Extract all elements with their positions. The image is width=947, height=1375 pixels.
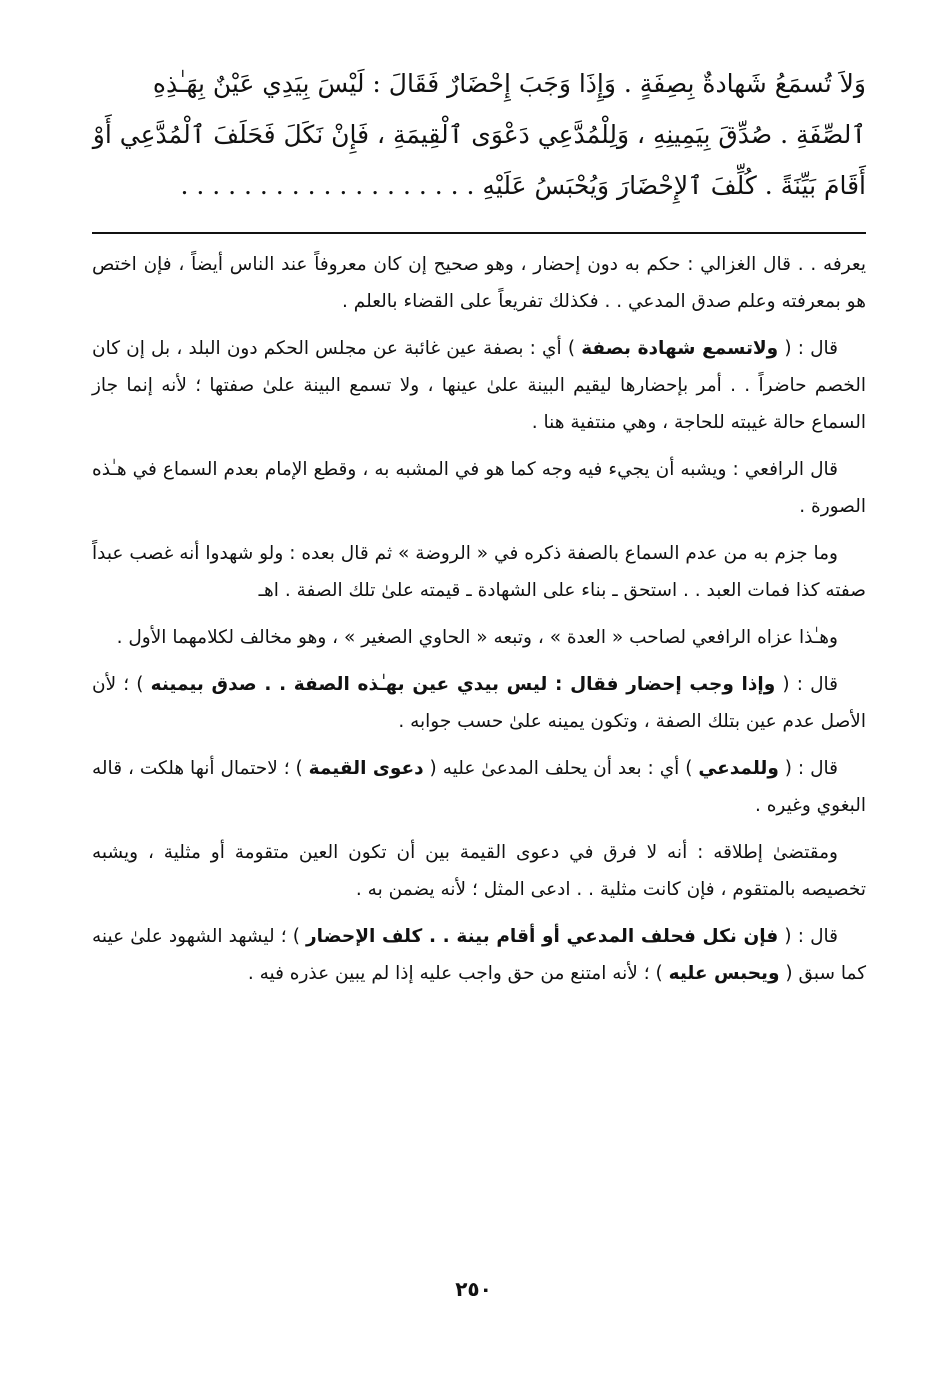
commentary-text [92,246,866,1002]
quoted-matn: وإذا وجب إحضار فقال : ليس بيدي عين بهـٰذه الصفة . . صدق بيمينه [150,674,776,695]
paragraph: ومقتضىٰ إطلاقه : أنه لا فرق في دعوى القيمة بين أن تكون العين متقومة أو مثلية ، ويشبه تخصيصه بالمتقوم ، فإن كانت مثلية . . ادعى المثل ؛ لأنه يضمن به . [92,842,866,900]
paragraph [92,666,866,740]
paragraph-text: ) أي : بصفة عين غائبة عن مجلس الحكم دون البلد ، بل إن كان الخصم حاضراً . . أمر بإحضارها ليقيم البينة علىٰ عينها ، ولا تسمع البينة علىٰ صفتها ؛ لأنه إنما جاز السماع حالة غيبته للحاجة ، وهي منتفية هنا . [92,338,866,433]
quoted-matn: وللمدعي [698,758,779,779]
paragraph [92,918,866,992]
paragraph-text: قال : ( [775,674,838,695]
matn-text [92,58,866,211]
paragraph-text: ) أي : بعد أن يحلف المدعىٰ عليه ( [423,758,699,779]
quoted-matn: ويحبس عليه [668,963,780,984]
paragraph: قال الرافعي : ويشبه أن يجيء فيه وجه كما هو في المشبه به ، وقطع الإمام بعدم السماع في هـٰذه الصورة . [92,459,866,517]
paragraph: وهـٰذا عزاه الرافعي لصاحب « العدة » ، وتبعه « الحاوي الصغير » ، وهو مخالف لكلامهما الأول . [116,627,838,648]
separator-line [92,232,866,234]
paragraph: وما جزم به من عدم السماع بالصفة ذكره في « الروضة » ثم قال بعده : ولو شهدوا أنه غصب عبداً صفته كذا فمات العبد . . استحق ـ بناء على الشهادة ـ قيمته علىٰ تلك الصفة . اهـ [92,543,866,601]
paragraph [92,750,866,824]
paragraph-text: قال : ( [778,338,839,359]
page-number: ٢٥٠ [455,1277,492,1301]
paragraph-text: قال : ( [778,926,838,947]
quoted-matn: فإن نكل فحلف المدعي أو أقام بينة . . كلف الإحضار [306,926,779,947]
paragraph-text: ) ؛ ليشهد الشهود علىٰ عينه كما سبق ( [92,926,866,984]
quoted-matn: دعوى القيمة [308,758,424,779]
paragraph: يعرفه . . قال الغزالي : حكم به دون إحضار ، وهو صحيح إن كان معروفاً عند الناس أيضاً ، فإن اختص هو بمعرفته وعلم صدق المدعي . . فكذلك تفريعاً على القضاء بالعلم . [92,254,866,312]
matn-line: ٱلصِّفَةِ . صُدِّقَ بِيَمِينِهِ ، وَلِلْمُدَّعِي دَعْوَى ٱلْقِيمَةِ ، فَإِنْ نَكَلَ فَحَلَفَ ٱلْمُدَّعِي أَوْ [92,120,866,149]
paragraph [92,330,866,441]
quoted-matn: ولاتسمع شهادة بصفة [581,338,779,359]
paragraph-text: قال : ( [778,758,839,779]
paragraph-text: ) ؛ لأنه امتنع من حق واجب عليه إذا لم يبين عذره فيه . [247,963,669,984]
paragraph-text: ) ؛ لاحتمال أنها هلكت ، قاله البغوي وغيره . [92,758,866,816]
matn-line: وَلاَ تُسمَعُ شَهادةٌ بِصِفَةٍ . وَإِذَا وَجَبَ إِحْضَارٌ فَقَالَ : لَيْسَ بِيَدِي عَيْنٌ بِهَـٰذِهِ [152,69,866,98]
paragraph-text: ) ؛ لأن الأصل عدم عين بتلك الصفة ، وتكون يمينه علىٰ حسب جوابه . [92,674,866,732]
matn-line: أَقَامَ بَيِّنَةً . كُلِّفَ ٱلإِحْضَارَ وَيُحْبَسُ عَلَيْهِ . . . . . . . . . . . . . . . . . . . [180,171,866,200]
